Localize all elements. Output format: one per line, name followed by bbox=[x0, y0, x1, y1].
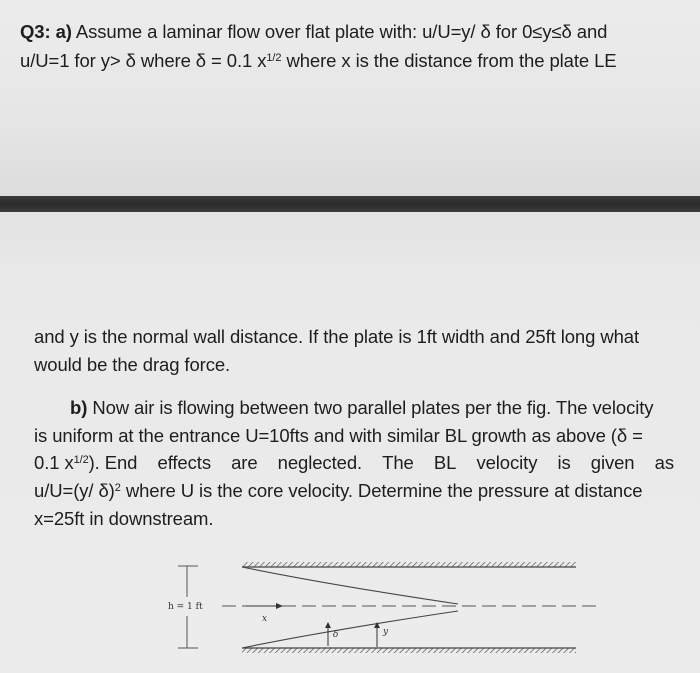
y-label: y bbox=[383, 627, 389, 637]
q-b-line-1: b) Now air is flowing between two parallel plates per the fig. The velocity bbox=[70, 397, 654, 418]
x-label: x bbox=[262, 614, 268, 624]
lower-boundary-layer-edge bbox=[242, 611, 458, 648]
delta-label: δ bbox=[333, 630, 339, 640]
q-b-line-5: x=25ft in downstream. bbox=[34, 508, 214, 529]
x-arrow-head bbox=[276, 603, 283, 609]
q-b-line-2: is uniform at the entrance U=10fts and with similar BL growth as above (δ = bbox=[34, 425, 643, 446]
top-plate bbox=[242, 562, 576, 567]
q-a-line-2: u/U=1 for y> δ where δ = 0.1 $x^{1/2}$ where x is the distance from the plate LE bbox=[20, 50, 617, 71]
q-a-line-3: and y is the normal wall distance. If the plate is 1ft width and 25ft long what bbox=[34, 326, 640, 347]
q-b-line-4: u/U=(y/ δ)$^2$ where U is the core velocity. Determine the pressure at distance bbox=[34, 480, 643, 501]
q-b-label: b) bbox=[70, 397, 88, 418]
q-a-line-4: would be the drag force. bbox=[34, 354, 231, 375]
bottom-plate bbox=[242, 648, 576, 653]
q-a-line-1: Q3: a) Assume a laminar flow over flat plate with: u/U=y/ δ for 0≤y≤δ and bbox=[20, 21, 608, 42]
delta-arrow-head bbox=[325, 622, 331, 628]
q-a-label: Q3: a) bbox=[20, 21, 72, 42]
upper-boundary-layer-edge bbox=[242, 567, 458, 604]
h-label: h = 1 ft bbox=[168, 602, 203, 612]
q-b-line-3: 0.1 $x^{1/2}$). End effects are neglected. The BL velocity is given as bbox=[34, 452, 674, 473]
